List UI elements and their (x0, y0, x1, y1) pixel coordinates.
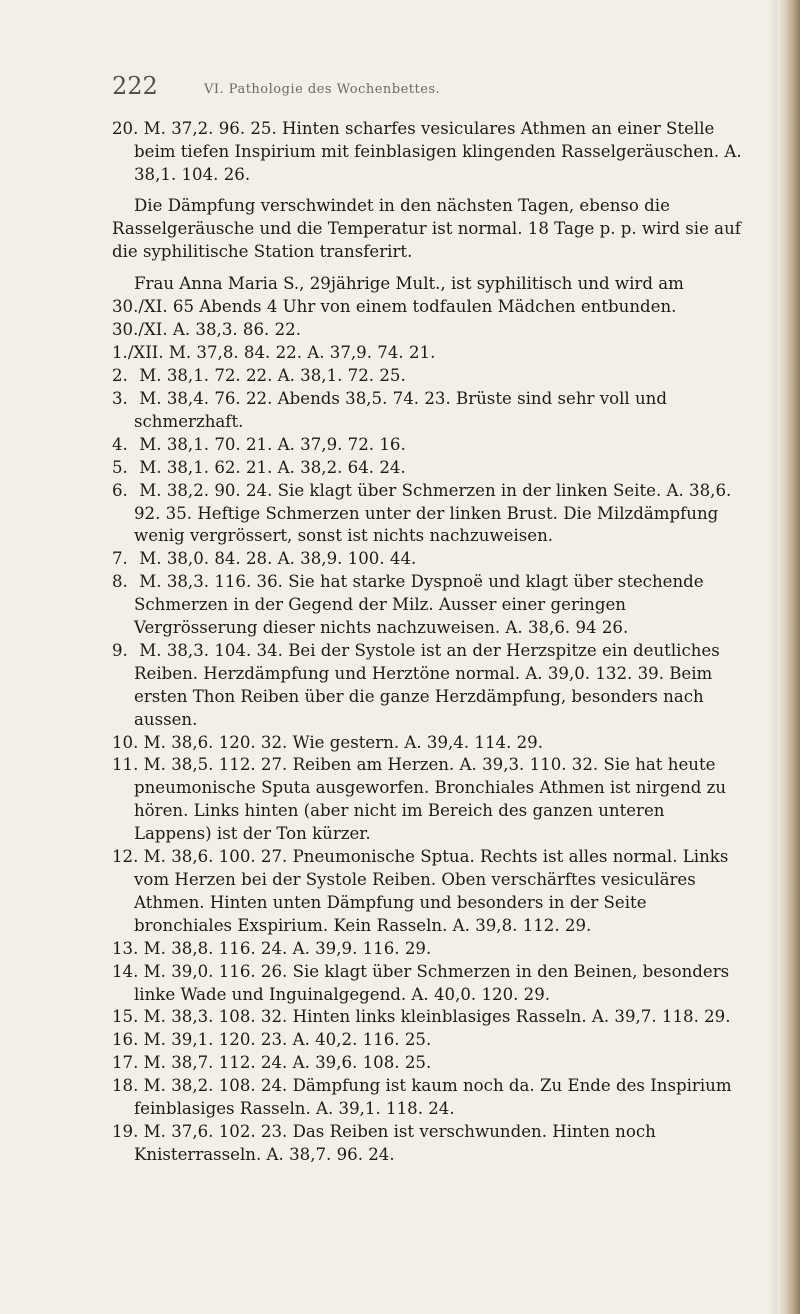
day-entry (112, 732, 744, 755)
entry-text: M. 38,8. 116. 24. A. 39,9. 116. 29. (143, 938, 432, 958)
entry-text: M. 37,6. 102. 23. Das Reiben ist verschwunden. Hinten noch Knisterrasseln. A. 38,7. 96. 24. (134, 1121, 656, 1164)
record-line (112, 319, 744, 342)
body-text (112, 118, 744, 1167)
day-entry (112, 571, 744, 640)
page-number: 222 (112, 72, 158, 100)
entry-text: 30./XI. A. 38,3. 86. 22. (112, 320, 301, 340)
entry-number: 20. (112, 119, 139, 138)
entry-number: 19. (112, 1121, 139, 1141)
entry-number: 15. (112, 1007, 139, 1027)
entry-number: 13. (112, 938, 139, 958)
page-header (112, 72, 740, 102)
entry-text: M. 38,1. 72. 22. A. 38,1. 72. 25. (139, 366, 406, 386)
entry-text: M. 38,6. 100. 27. Pneumonische Sptua. Rechts ist alles normal. Links vom Herzen bei der Systole Reiben. Oben verschärftes vesiculäres Athmen. Hinten unten Dämpfung und besonders in der Seite bronchiales Exspirium. Kein Rasseln. A. 39,8. 112. 29. (134, 847, 729, 935)
entry-text: M. 38,1. 62. 21. A. 38,2. 64. 24. (139, 457, 406, 477)
page-gutter-shadow (768, 0, 778, 1314)
entry-text: M. 38,3. 116. 36. Sie hat starke Dyspnoë und klagt über stechende Schmerzen in der Gegend der Milz. Ausser einer geringen Vergrösserung dieser nichts nachzuweisen. A. 38,6. 94 26. (134, 572, 704, 638)
entry-text: 1./XII. M. 37,8. 84. 22. A. 37,9. 74. 21. (112, 343, 436, 363)
entry-number: 16. (112, 1030, 139, 1050)
entry-number: 3. (112, 388, 128, 408)
entry-number: 8. (112, 572, 128, 592)
day-entry (112, 434, 744, 457)
entry-number: 11. (112, 755, 139, 775)
entry-text: M. 37,2. 96. 25. Hinten scharfes vesiculares Athmen an einer Stelle beim tiefen Inspirium mit feinblasigen klingenden Rasselgeräuschen. A. 38,1. 104. 26. (134, 119, 742, 184)
day-entry (112, 457, 744, 480)
day-entry (112, 365, 744, 388)
entry-text: M. 38,7. 112. 24. A. 39,6. 108. 25. (143, 1053, 432, 1073)
entry-text: M. 38,1. 70. 21. A. 37,9. 72. 16. (139, 434, 406, 454)
day-entry (112, 388, 744, 434)
paragraph: Frau Anna Maria S., 29jährige Mult., ist syphilitisch und wird am 30./XI. 65 Abends 4 Uhr von einem todfaulen Mädchen entbunden. (112, 274, 684, 317)
day-entry (112, 1029, 744, 1052)
entry-text: M. 38,2. 90. 24. Sie klagt über Schmerzen in der linken Seite. A. 38,6. 92. 35. Heftige Schmerzen unter der linken Brust. Die Milzdämpfung wenig vergrössert, sonst ist nichts nachzuweisen. (134, 480, 732, 546)
entry-number: 12. (112, 847, 139, 867)
entry-number: 18. (112, 1076, 139, 1096)
entry-text: M. 38,6. 120. 32. Wie gestern. A. 39,4. 114. 29. (143, 732, 544, 752)
entry-number: 5. (112, 457, 128, 477)
day-entry (112, 754, 744, 846)
entry-text: M. 38,3. 108. 32. Hinten links kleinblasiges Rasseln. A. 39,7. 118. 29. (143, 1007, 731, 1027)
day-entry (112, 1121, 744, 1167)
entry-text: M. 38,2. 108. 24. Dämpfung ist kaum noch da. Zu Ende des Inspirium feinblasiges Rasseln. A. 39,1. 118. 24. (134, 1076, 732, 1119)
day-entry (112, 640, 744, 732)
day-entry (112, 1052, 744, 1075)
entry-number: 6. (112, 480, 128, 500)
day-entry (112, 846, 744, 938)
entry-number: 10. (112, 732, 139, 752)
entry-text: M. 38,5. 112. 27. Reiben am Herzen. A. 39,3. 110. 32. Sie hat heute pneumonische Sputa ausgeworfen. Bronchiales Athmen ist nirgend zu hören. Links hinten (aber nicht im Bereich des ganzen unteren Lappens) ist der Ton kürzer. (134, 755, 727, 844)
entry-text: M. 38,0. 84. 28. A. 38,9. 100. 44. (139, 549, 417, 569)
entry-number: 9. (112, 640, 128, 660)
entry-text: M. 39,1. 120. 23. A. 40,2. 116. 25. (143, 1030, 432, 1050)
entry-number: 7. (112, 549, 128, 569)
day-entry (112, 118, 744, 187)
page-edge (778, 0, 800, 1314)
record-line (112, 342, 744, 365)
day-entry (112, 480, 744, 549)
entry-number: 4. (112, 434, 128, 454)
day-entry (112, 938, 744, 961)
day-entry (112, 1006, 744, 1029)
day-entry (112, 1075, 744, 1121)
paragraph: Die Dämpfung verschwindet in den nächsten Tagen, ebenso die Rasselgeräusche und die Temperatur ist normal. 18 Tage p. p. wird sie auf die syphilitische Station transferirt. (112, 195, 741, 261)
day-entry (112, 548, 744, 571)
entry-text: M. 39,0. 116. 26. Sie klagt über Schmerzen in den Beinen, besonders linke Wade und Inguinalgegend. A. 40,0. 120. 29. (134, 961, 730, 1004)
entry-number: 17. (112, 1053, 139, 1073)
entry-number: 2. (112, 366, 128, 386)
day-entry (112, 961, 744, 1007)
entry-text: M. 38,3. 104. 34. Bei der Systole ist an der Herzspitze ein deutliches Reiben. Herzdämpfung und Herztöne normal. A. 39,0. 132. 39. Beim ersten Thon Reiben über die ganze Herzdämpfung, besonders nach aussen. (134, 640, 720, 729)
entry-text: M. 38,4. 76. 22. Abends 38,5. 74. 23. Brüste sind sehr voll und schmerzhaft. (134, 388, 667, 431)
running-title: VI. Pathologie des Wochenbettes. (204, 82, 441, 97)
entry-number: 14. (112, 961, 139, 981)
